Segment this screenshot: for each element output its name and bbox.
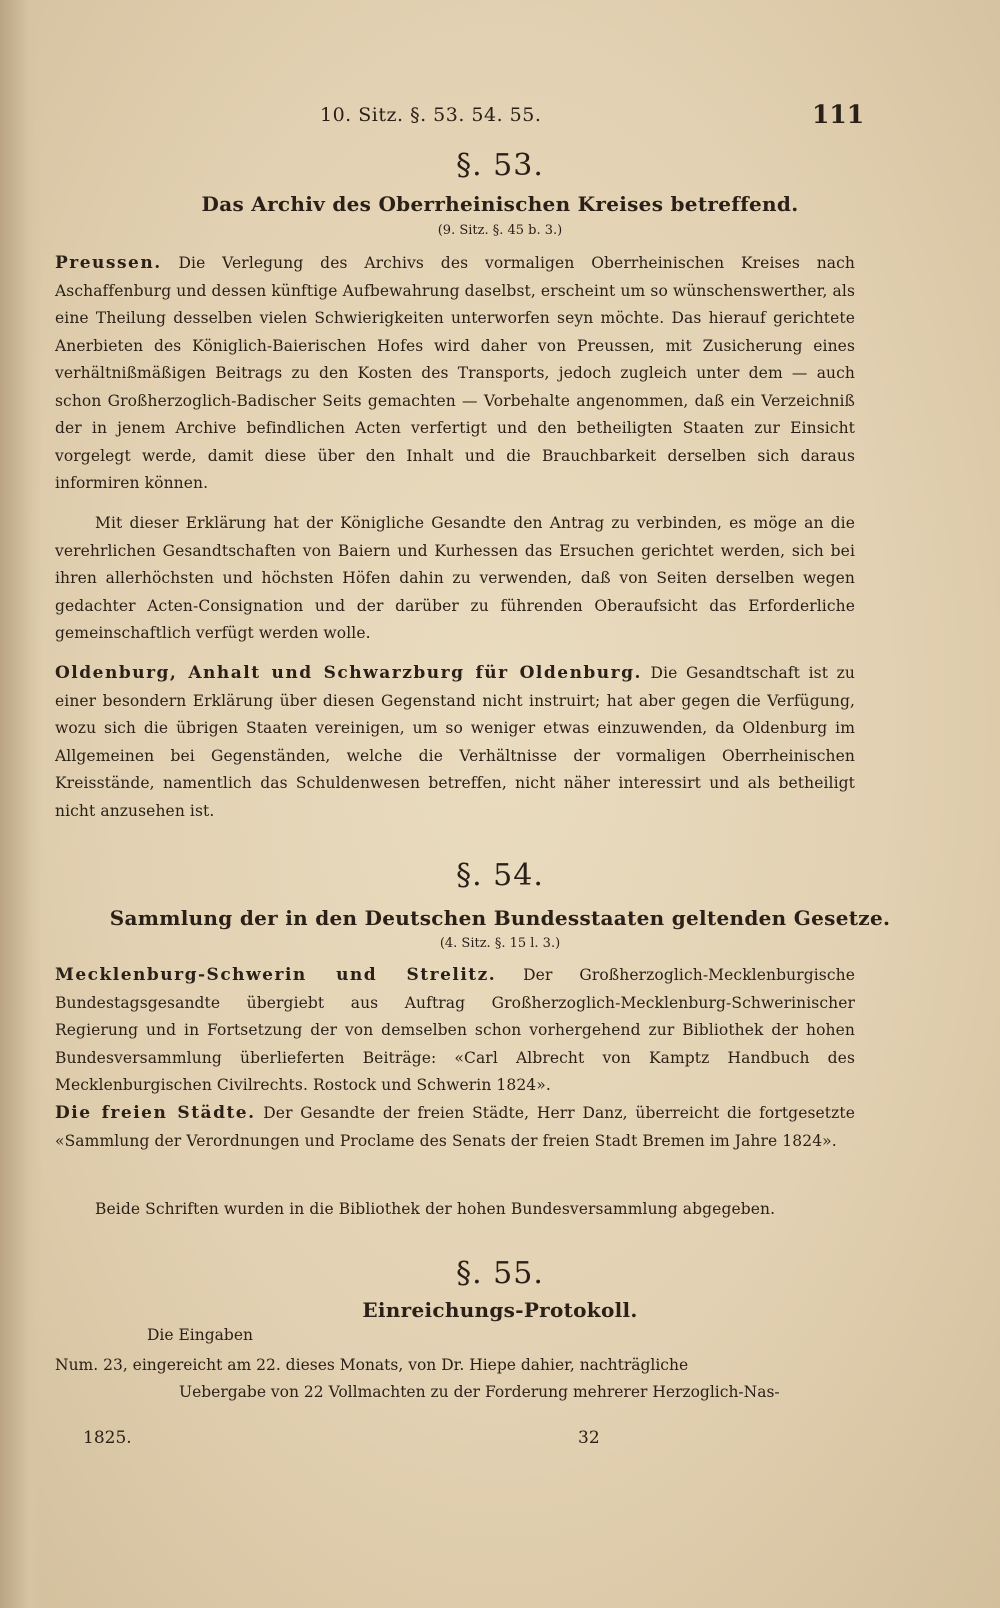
section-53-title: Das Archiv des Oberrheinischen Kreises betreffend. [201, 192, 799, 216]
section-53-paragraph-3 [55, 660, 855, 825]
paragraph-text: Die Verlegung des Archivs des vormaligen Oberrheinischen Kreises nach Aschaffenburg und dessen künftige Aufbewahrung daselbst, erscheint um so wünschenswerther, als eine Theilung desselben vielen Schwierigkeiten unterworfen seyn möchte. Das hierauf gerichtete Anerbieten des Königlich-Baierischen Hofes wird daher von Preussen, mit Zusicherung eines verhältnißmäßigen Beitrags zu den Kosten des Transports, jedoch zugleich unter dem — auch schon Großherzoglich-Badischer Seits gemachten — Vorbehalte angenommen, daß ein Verzeichniß der in jenem Archive befindlichen Acten verfertigt und den betheiligten Staaten zur Einsicht vorgelegt werde, damit diese über den Inhalt und die Brauchbarkeit derselben sich daraus informiren können. [55, 254, 855, 492]
paragraph-text: Der Großherzoglich-Mecklenburgische Bundestagsgesandte übergiebt aus Auftrag Großherzoglich-Mecklenburg-Schwerinischer Regierung und in Fortsetzung der von demselben schon vorhergehend zur Bibliothek der hohen Bundesversammlung überlieferten Beiträge: «Carl Albrecht von Kamptz Handbuch des Mecklenburgischen Civilrechts. Rostock und Schwerin 1824». [55, 966, 855, 1094]
paragraph-text: Der Gesandte der freien Städte, Herr Danz, überreicht die fortgesetzte «Sammlung der Verordnungen und Proclame des Senats der freien Stadt Bremen im Jahre 1824». [55, 1104, 855, 1150]
page-edge-shadow [0, 0, 42, 1608]
paragraph-text: Beide Schriften wurden in die Bibliothek der hohen Bundesversammlung abgegeben. [95, 1200, 776, 1218]
section-55-title: Einreichungs-Protokoll. [362, 1298, 638, 1322]
paragraph-lead: Mecklenburg-Schwerin und Strelitz. [55, 965, 497, 985]
section-54-paragraph-3 [55, 1196, 855, 1224]
paragraph-text: Mit dieser Erklärung hat der Königliche Gesandte den Antrag zu verbinden, es möge an die verehrlichen Gesandtschaften von Baiern und Kurhessen das Ersuchen gerichtet werden, sich bei ihren allerhöchsten und höchsten Höfen dahin zu verwenden, daß von Seiten derselben wegen gedachter Acten-Consignation und der darüber zu führenden Oberaufsicht das Erforderliche gemeinschaftlich verfügt werden wolle. [55, 514, 855, 642]
paragraph-lead: Oldenburg, Anhalt und Schwarzburg für Oldenburg. [55, 663, 642, 683]
section-54-ref: (4. Sitz. §. 15 l. 3.) [439, 936, 561, 951]
page-footer [0, 1428, 1000, 1456]
section-55-number: §. 55. [456, 1256, 544, 1291]
paragraph-text: Die Gesandtschaft ist zu einer besondern Erklärung über diesen Gegenstand nicht instruirt; hat aber gegen die Verfügung, wozu sich die übrigen Staaten vereinigen, um so weniger etwas einzuwenden, da Oldenburg im Allgemeinen bei Gegenständen, welche die Verhältnisse der vormaligen Oberrheinischen Kreisstände, namentlich das Schuldenwesen betreffen, nicht näher interessirt und als betheiligt nicht anzusehen ist. [55, 664, 855, 820]
entries-subheading: Die Eingaben [147, 1326, 253, 1344]
footer-year: 1825. [83, 1428, 132, 1448]
entry-line-continued: Uebergabe von 22 Vollmachten zu der Forderung mehrerer Herzoglich-Nas- [179, 1383, 780, 1401]
section-54-paragraph-2 [55, 1100, 855, 1155]
footer-signature-mark: 32 [578, 1428, 600, 1448]
paragraph-lead: Die freien Städte. [55, 1103, 256, 1123]
paragraph-lead: Preussen. [55, 253, 162, 273]
section-55-entries [55, 1322, 855, 1407]
section-53-paragraph-1 [55, 250, 855, 498]
page-number: 111 [812, 100, 865, 129]
section-53-ref: (9. Sitz. §. 45 b. 3.) [437, 223, 563, 238]
header-session-ref: 10. Sitz. §. 53. 54. 55. [320, 104, 542, 126]
section-53-number: §. 53. [456, 148, 544, 183]
section-54-number: §. 54. [456, 858, 544, 893]
running-header [0, 100, 1000, 134]
section-54-title: Sammlung der in den Deutschen Bundesstaaten geltenden Gesetze. [109, 906, 891, 930]
section-54-paragraph-1 [55, 962, 855, 1100]
entry-line-first: Num. 23, eingereicht am 22. dieses Monats, von Dr. Hiepe dahier, nachträgliche [55, 1355, 689, 1374]
section-53-paragraph-2 [55, 510, 855, 648]
